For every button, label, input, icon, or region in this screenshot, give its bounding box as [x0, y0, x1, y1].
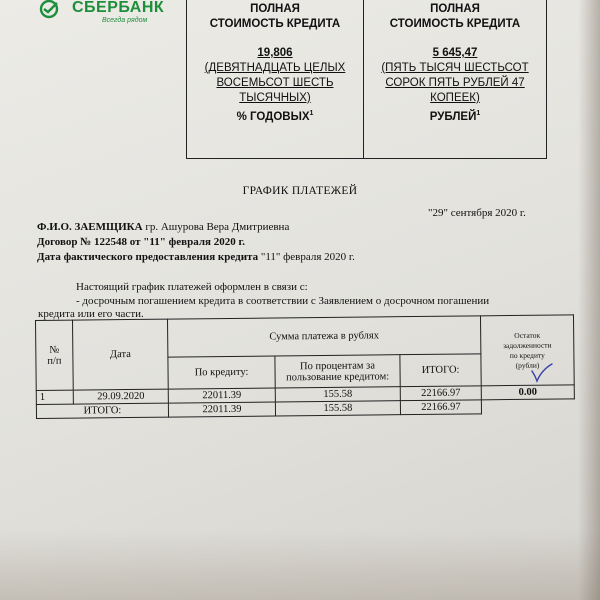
row-interest: 155.58: [275, 387, 400, 402]
box2-heading-2: СТОИМОСТЬ КРЕДИТА: [389, 18, 521, 30]
box2-words-1: (ПЯТЬ ТЫСЯЧ ШЕСТЬСОТ: [381, 62, 529, 74]
total-empty-cell: [481, 399, 574, 414]
total-label: ИТОГО:: [36, 403, 168, 418]
page-bottom-shadow: [0, 530, 600, 600]
total-total: 22166.97: [400, 400, 481, 415]
box1-value: 19,806: [257, 47, 293, 59]
header-credit: По кредиту:: [168, 356, 275, 389]
box1-footnote: 1: [309, 110, 314, 117]
handwritten-check-mark-icon: [530, 362, 554, 384]
reason-line-2: кредита или его части.: [38, 308, 144, 320]
header-sum: Сумма платежа в рублях: [167, 316, 480, 357]
box2-value: 5 645,47: [432, 47, 478, 59]
header-number-2: п/п: [47, 355, 62, 367]
box2-unit: РУБЛЕЙ: [429, 110, 477, 123]
borrower-line: [37, 221, 289, 233]
payment-schedule-table: [35, 314, 575, 419]
logo-name: СБЕРБАНК: [72, 0, 165, 16]
header-remaining-4: (рубли): [515, 360, 540, 370]
disbursement-label: Дата фактического предоставления кредита: [37, 251, 259, 263]
reason-line-1: - досрочным погашением кредита в соответствии с Заявлением о досрочном погашении: [76, 295, 490, 307]
box2-heading-1: ПОЛНАЯ: [430, 3, 480, 15]
row-credit: 22011.39: [168, 388, 275, 403]
row-remaining: 0.00: [481, 385, 574, 400]
box2-footnote: 1: [476, 110, 481, 117]
borrower-name: гр. Ашурова Вера Дмитриевна: [145, 221, 290, 233]
box1-unit: % ГОДОВЫХ: [236, 110, 310, 123]
box2-words-3: КОПЕЕК): [430, 92, 480, 104]
intro-text: Настоящий график платежей оформлен в связи с:: [76, 281, 308, 293]
header-remaining-3: по кредиту: [509, 350, 545, 360]
full-cost-percent-box: [186, 0, 364, 159]
header-remaining-2: задолженности: [502, 340, 552, 350]
box2-words-2: СОРОК ПЯТЬ РУБЛЕЙ 47: [385, 77, 525, 89]
box1-heading-2: СТОИМОСТЬ КРЕДИТА: [209, 18, 341, 30]
header-remaining-1: Остаток: [514, 330, 541, 340]
header-interest-1: По процентам за: [299, 359, 376, 372]
header-interest-2: пользование кредитом:: [286, 370, 390, 383]
sberbank-logo-icon: [38, 0, 68, 22]
disbursement-date: "11" февраля 2020 г.: [260, 251, 355, 263]
row-number: 1: [36, 390, 73, 404]
logo-slogan: Всегда рядом: [102, 17, 148, 24]
header-interest: [275, 355, 400, 388]
header-number-1: №: [49, 344, 60, 356]
row-total: 22166.97: [400, 386, 481, 401]
disbursement-line: [37, 251, 355, 263]
header-remaining: [480, 315, 574, 386]
contract-line: Договор № 122548 от "11" февраля 2020 г.: [37, 236, 245, 248]
document-date: "29" сентября 2020 г.: [428, 207, 526, 219]
sberbank-logo: [38, 0, 164, 26]
box1-words-3: ТЫСЯЧНЫХ): [239, 92, 311, 104]
page-edge-shadow: [578, 0, 600, 600]
document-title: ГРАФИК ПЛАТЕЖЕЙ: [242, 185, 358, 197]
total-credit: 22011.39: [168, 402, 275, 417]
box1-words-1: (ДЕВЯТНАДЦАТЬ ЦЕЛЫХ: [204, 62, 346, 74]
header-total: ИТОГО:: [400, 354, 481, 387]
box1-words-2: ВОСЕМЬСОТ ШЕСТЬ: [216, 77, 334, 89]
full-cost-rubles-box: [363, 0, 547, 159]
header-number: [36, 320, 74, 390]
total-interest: 155.58: [275, 401, 400, 416]
box1-heading-1: ПОЛНАЯ: [250, 3, 300, 15]
borrower-label: Ф.И.О. ЗАЕМЩИКА: [37, 221, 143, 233]
header-date: Дата: [73, 319, 169, 390]
row-date: 29.09.2020: [73, 389, 168, 404]
